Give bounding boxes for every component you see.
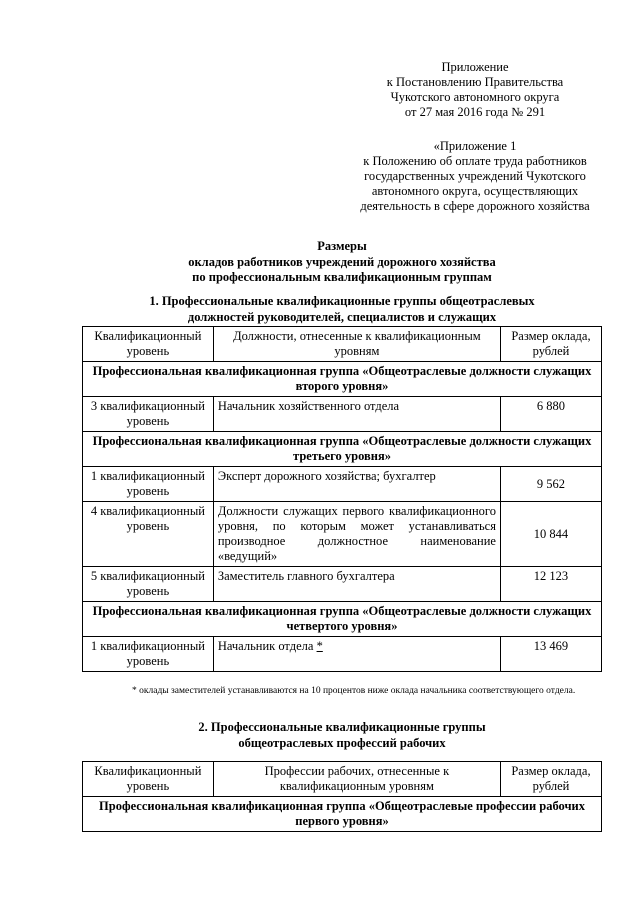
group-row <box>83 797 602 832</box>
cell-position: Эксперт дорожного хозяйства; бухгалтер <box>213 467 500 502</box>
header-level: Квалификационный уровень <box>83 762 214 797</box>
table-row <box>83 467 602 502</box>
cell-salary: 6 880 <box>500 397 601 432</box>
appendix-line: от 27 мая 2016 года № 291 <box>404 105 546 119</box>
cell-salary: 10 844 <box>500 502 601 567</box>
header-salary: Размер оклада, рублей <box>500 327 601 362</box>
table-row <box>83 567 602 602</box>
header-position: Должности, отнесенные к квалификационным уровням <box>213 327 500 362</box>
section2-title <box>80 720 604 751</box>
group-title: Профессиональная квалификационная группа «Общеотраслевые должности служащих второго уровня» <box>83 362 602 397</box>
group-row <box>83 362 602 397</box>
appendix1-line: к Положению об оплате труда работников <box>363 154 587 168</box>
appendix1-line: автономного округа, осуществляющих <box>371 184 579 198</box>
group-title: Профессиональная квалификационная группа «Общеотраслевые должности служащих четвертого уровня» <box>83 602 602 637</box>
cell-position <box>213 637 500 672</box>
section2-title-line: 2. Профессиональные квалификационные группы <box>198 720 486 734</box>
group-row <box>83 602 602 637</box>
appendix1-line: «Приложение 1 <box>433 139 517 153</box>
cell-level: 4 квалификационный уровень <box>83 502 214 567</box>
cell-position: Должности служащих первого квалификационного уровня, по которым может устанавливаться производное должностное наименование «ведущий» <box>213 502 500 567</box>
cell-level: 1 квалификационный уровень <box>83 637 214 672</box>
appendix-header <box>330 60 620 120</box>
appendix1-header <box>330 139 620 214</box>
title-line: окладов работников учреждений дорожного хозяйства <box>188 254 496 269</box>
group-title: Профессиональная квалификационная группа «Общеотраслевые профессии рабочих первого уровня» <box>83 797 602 832</box>
cell-level: 1 квалификационный уровень <box>83 467 214 502</box>
section1-title-line: должностей руководителей, специалистов и служащих <box>187 309 497 324</box>
cell-salary: 9 562 <box>500 467 601 502</box>
cell-position: Заместитель главного бухгалтера <box>213 567 500 602</box>
table-header-row <box>83 762 602 797</box>
header-salary: Размер оклада, рублей <box>500 762 601 797</box>
header-profession: Профессии рабочих, отнесенные к квалификационным уровням <box>213 762 500 797</box>
appendix-line: к Постановлению Правительства <box>386 75 564 89</box>
appendix-line: Чукотского автономного округа <box>390 90 560 104</box>
table-header-row <box>83 327 602 362</box>
section2-table <box>82 761 602 832</box>
table-row <box>83 502 602 567</box>
title-line: Размеры <box>317 239 367 253</box>
position-text: Начальник отдела <box>217 639 314 653</box>
header-level: Квалификационный уровень <box>83 327 214 362</box>
group-title: Профессиональная квалификационная группа «Общеотраслевые должности служащих третьего уровня» <box>83 432 602 467</box>
section1-table <box>82 326 602 672</box>
section2-title-line: общеотраслевых профессий рабочих <box>238 735 446 750</box>
document-title <box>100 239 584 286</box>
cell-level: 3 квалификационный уровень <box>83 397 214 432</box>
table-row <box>83 637 602 672</box>
section1-title-line: 1. Профессиональные квалификационные группы общеотраслевых <box>149 294 535 308</box>
group-row <box>83 432 602 467</box>
appendix1-line: государственных учреждений Чукотского <box>364 169 586 183</box>
cell-salary: 13 469 <box>500 637 601 672</box>
appendix1-line: деятельность в сфере дорожного хозяйства <box>360 199 590 213</box>
appendix-line: Приложение <box>441 60 509 74</box>
cell-salary: 12 123 <box>500 567 601 602</box>
section1-title <box>80 294 604 325</box>
title-line: по профессиональным квалификационным группам <box>192 270 492 284</box>
footnote: * оклады заместителей устанавливаются на 10 процентов ниже оклада начальника соответствующего отдела. <box>132 686 576 696</box>
footnote-mark[interactable]: * <box>316 639 323 653</box>
cell-level: 5 квалификационный уровень <box>83 567 214 602</box>
cell-position: Начальник хозяйственного отдела <box>213 397 500 432</box>
table-row <box>83 397 602 432</box>
